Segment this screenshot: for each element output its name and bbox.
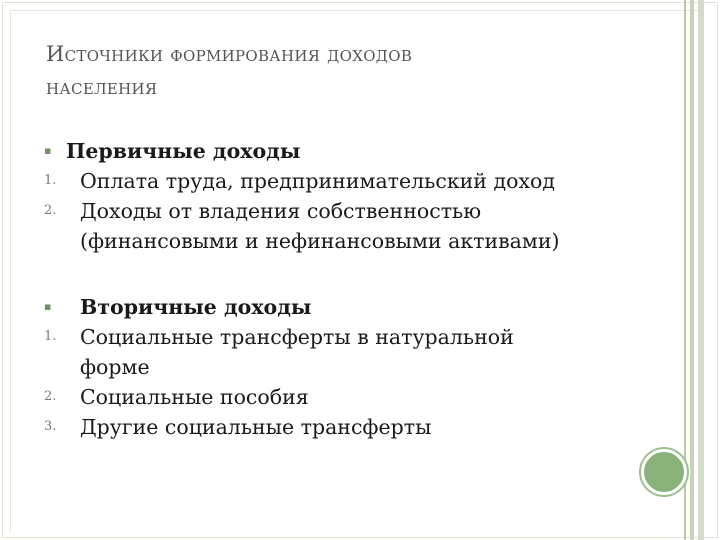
- item-text: Оплата труда, предпринимательский доход: [80, 169, 555, 193]
- list-item: [44, 382, 644, 412]
- number-marker: 1.: [44, 173, 57, 188]
- slide-title: [46, 44, 646, 98]
- item-text-continuation: (финансовыми и нефинансовыми активами): [80, 229, 560, 253]
- item-text: Другие социальные трансферты: [80, 415, 432, 439]
- title-line: населения: [46, 75, 158, 99]
- number-marker: 1.: [44, 329, 57, 344]
- bullet-marker: ▪: [44, 144, 52, 157]
- frame-line-left: [10, 10, 11, 532]
- section-heading: [44, 292, 644, 322]
- list-item: [44, 322, 644, 382]
- decor-stripe: [684, 0, 686, 540]
- item-text: Социальные пособия: [80, 385, 309, 409]
- title-line: Источники формирования доходов: [46, 42, 413, 66]
- decor-stripe: [690, 0, 694, 540]
- number-marker: 2.: [44, 203, 57, 218]
- frame-line-top: [10, 10, 704, 11]
- decor-stripe: [698, 0, 704, 540]
- number-marker: 3.: [44, 419, 57, 434]
- number-marker: 2.: [44, 389, 57, 404]
- section-heading: [44, 136, 644, 166]
- bullet-marker: ▪: [44, 300, 52, 313]
- slide-content: [44, 136, 644, 442]
- list-item: [44, 166, 644, 196]
- spacer: [44, 256, 644, 292]
- list-item: [44, 196, 644, 256]
- heading-text: Вторичные доходы: [80, 295, 312, 319]
- item-text: Доходы от владения собственностью: [80, 199, 482, 223]
- item-text: Социальные трансферты в натуральной: [80, 325, 514, 349]
- item-text-continuation: форме: [80, 355, 150, 379]
- list-item: [44, 412, 644, 442]
- heading-text: Первичные доходы: [66, 139, 301, 163]
- decor-circle: [641, 449, 687, 495]
